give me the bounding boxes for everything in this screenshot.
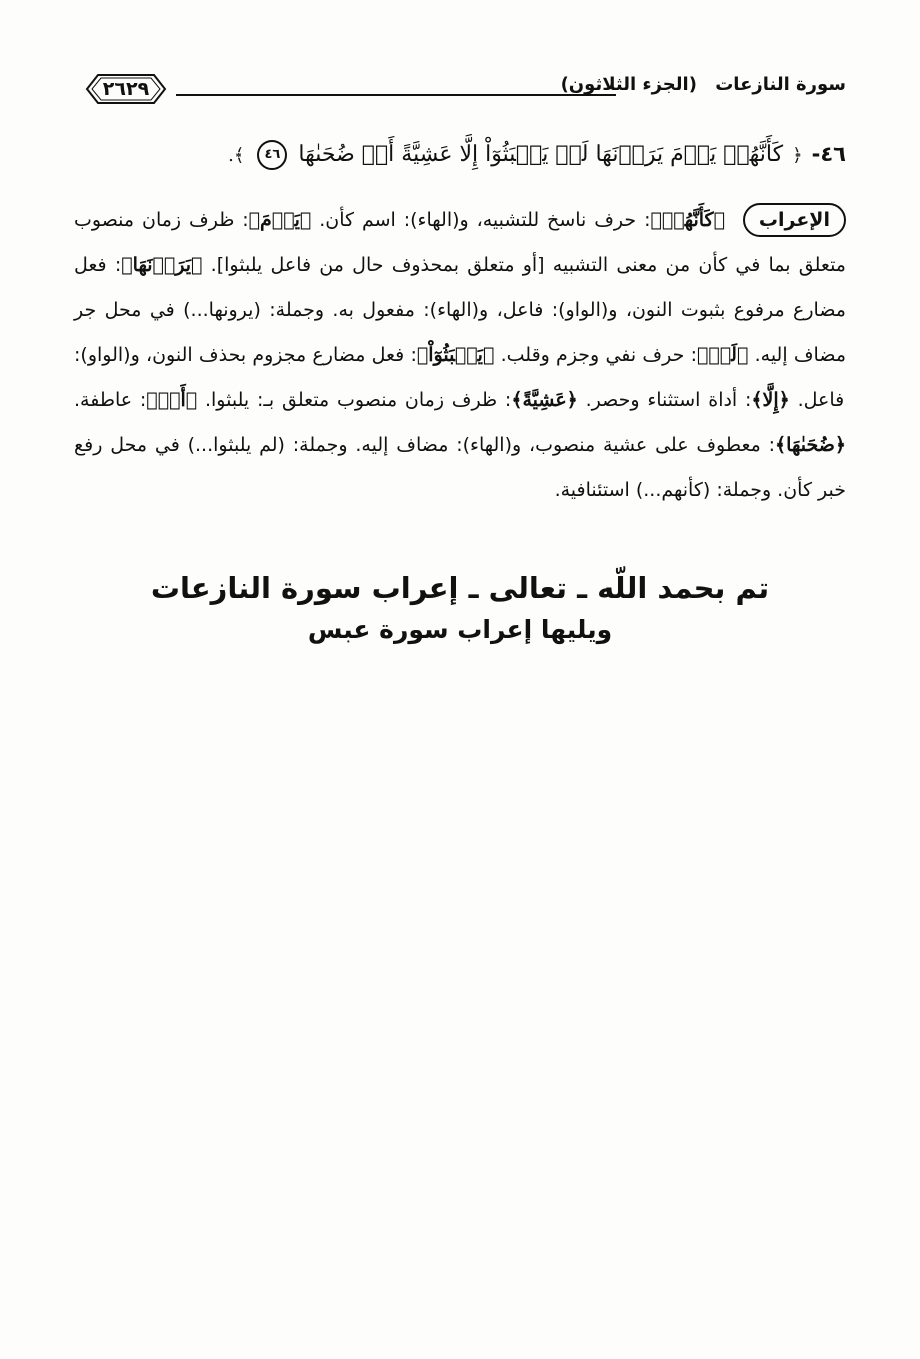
- page-header: [84, 72, 846, 108]
- irab-text: : حرف ناسخ للتشبيه، و(الهاء): اسم كأن.: [311, 209, 651, 231]
- irab-text: : فعل مضارع مرفوع بثبوت النون، و(الواو): فاعل، و(الهاء): مفعول به. وجملة: (يرونها...) في محل جر مضاف إليه.: [74, 254, 846, 366]
- surah-name: سورة النازعات: [715, 74, 846, 95]
- header-rule: [176, 94, 616, 96]
- irab-text: : معطوف على عشية منصوب، و(الهاء): مضاف إليه. وجملة: (لم يلبثوا...) في محل رفع خبر كأن. وجملة: (كأنهم...) استئنافية.: [74, 434, 846, 501]
- juz-label: (الجزء الثلاثون): [560, 74, 697, 95]
- quran-word: ﴿يَلۡبَثُوٓاْ﴾: [416, 344, 495, 366]
- irab-text: : عاطفة.: [74, 389, 147, 411]
- page-number-frame: [84, 72, 168, 106]
- irab-text: : أداة استثناء وحصر.: [577, 389, 752, 411]
- verse-open-bracket: ﴿: [792, 145, 803, 166]
- page-number: ٢٦٢٩: [102, 78, 150, 100]
- closing-note: [0, 566, 920, 650]
- verse-close-bracket: ﴾.: [228, 145, 245, 166]
- quran-word: ﴿ضُحَىٰهَا﴾: [775, 434, 846, 456]
- running-title: [561, 74, 846, 95]
- verse-text: كَأَنَّهُمۡ يَوۡمَ يَرَوۡنَهَا لَمۡ يَلۡبَثُوٓاْ إِلَّا عَشِيَّةً أَوۡ ضُحَىٰهَا: [298, 142, 784, 167]
- irab-text: : ظرف زمان منصوب متعلق بـ: يلبثوا.: [197, 389, 512, 411]
- verse-line: [66, 140, 846, 170]
- quran-word: ﴿يَوۡمَ﴾: [248, 209, 312, 231]
- irab-text: : ظرف زمان منصوب متعلق بما في كأن من معنى التشبيه [أو متعلق بمحذوف حال من فاعل يلبثوا].: [74, 209, 846, 276]
- ayah-number-mark: ٤٦: [257, 140, 287, 170]
- quran-word: ﴿إِلَّا﴾: [751, 389, 790, 411]
- verse-number: ٤٦-: [811, 142, 846, 166]
- quran-word: ﴿يَرَوۡنَهَا﴾: [121, 254, 203, 276]
- irab-text: : فعل مضارع مجزوم بحذف النون، و(الواو): فاعل.: [74, 344, 845, 411]
- irab-text: : حرف نفي وجزم وقلب.: [494, 344, 697, 366]
- quran-word: ﴿عَشِيَّةً﴾: [511, 389, 578, 411]
- quran-word: ﴿أَوۡ﴾: [146, 389, 198, 411]
- closing-line-1: تم بحمد اللّه ـ تعالى ـ إعراب سورة النازعات: [150, 571, 770, 605]
- quran-word: ﴿لَمۡ﴾: [696, 344, 749, 366]
- quran-word: ﴿كَأَنَّهُمۡ﴾: [650, 209, 725, 231]
- irab-paragraph: [74, 198, 846, 513]
- irab-label: الإعراب: [743, 203, 846, 237]
- closing-line-2: ويليها إعراب سورة عبس: [307, 615, 613, 644]
